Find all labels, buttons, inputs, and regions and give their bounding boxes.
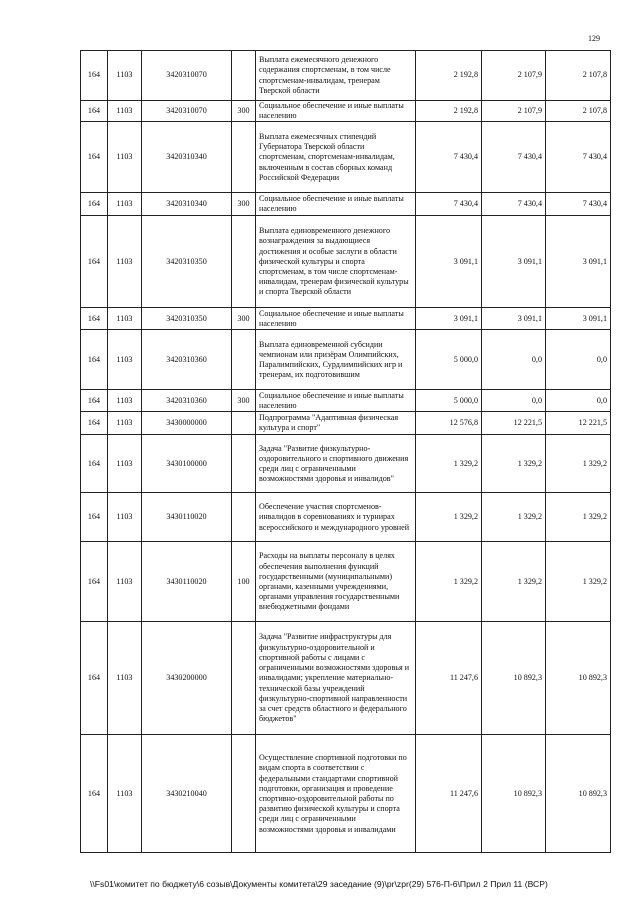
cell-department-code: 164 xyxy=(81,101,108,122)
cell-department-code: 164 xyxy=(81,216,108,308)
cell-amount-1: 7 430,4 xyxy=(416,122,482,193)
cell-amount-1: 5 000,0 xyxy=(416,330,482,390)
cell-description: Социальное обеспечение и иные выплаты населению xyxy=(256,308,416,330)
table-row xyxy=(81,542,611,622)
cell-department-code: 164 xyxy=(81,435,108,493)
cell-amount-2: 7 430,4 xyxy=(482,122,546,193)
cell-amount-1: 1 329,2 xyxy=(416,435,482,493)
table-row xyxy=(81,51,611,101)
page-number: 129 xyxy=(588,34,600,43)
cell-description: Задача "Развитие физкультурно-оздоровительного и спортивного движения среди лиц с ограниченными возможностями здоровья и инвалидов" xyxy=(256,435,416,493)
cell-amount-3: 2 107,8 xyxy=(546,51,611,101)
cell-target-article: 3420310070 xyxy=(142,101,232,122)
cell-amount-1: 1 329,2 xyxy=(416,542,482,622)
cell-amount-2: 0,0 xyxy=(482,330,546,390)
cell-section-code: 1103 xyxy=(108,101,142,122)
cell-department-code: 164 xyxy=(81,542,108,622)
table-row xyxy=(81,412,611,435)
cell-section-code: 1103 xyxy=(108,435,142,493)
table-row xyxy=(81,101,611,122)
cell-section-code: 1103 xyxy=(108,412,142,435)
table-row xyxy=(81,308,611,330)
table-row xyxy=(81,390,611,412)
cell-section-code: 1103 xyxy=(108,122,142,193)
cell-section-code: 1103 xyxy=(108,193,142,216)
cell-amount-2: 10 892,3 xyxy=(482,622,546,735)
cell-section-code: 1103 xyxy=(108,51,142,101)
cell-amount-3: 0,0 xyxy=(546,390,611,412)
cell-amount-3: 3 091,1 xyxy=(546,308,611,330)
cell-amount-3: 0,0 xyxy=(546,330,611,390)
cell-amount-2: 12 221,5 xyxy=(482,412,546,435)
cell-amount-1: 1 329,2 xyxy=(416,493,482,542)
table-row xyxy=(81,193,611,216)
file-path-footer: \\Fs01\комитет по бюджету\6 созыв\Документы комитета\29 заседание (9)\pr\zpr(29) 576-П-6\Прил 2 Прил 11 (ВСР) xyxy=(90,879,548,889)
cell-amount-1: 11 247,6 xyxy=(416,622,482,735)
cell-expense-type xyxy=(232,122,256,193)
cell-section-code: 1103 xyxy=(108,622,142,735)
cell-target-article: 3420310070 xyxy=(142,51,232,101)
cell-target-article: 3430200000 xyxy=(142,622,232,735)
cell-amount-1: 2 192,8 xyxy=(416,101,482,122)
cell-expense-type: 300 xyxy=(232,193,256,216)
table-row xyxy=(81,330,611,390)
cell-target-article: 3430110020 xyxy=(142,493,232,542)
cell-amount-3: 2 107,8 xyxy=(546,101,611,122)
cell-amount-3: 1 329,2 xyxy=(546,493,611,542)
cell-amount-3: 10 892,3 xyxy=(546,735,611,853)
cell-amount-3: 1 329,2 xyxy=(546,542,611,622)
cell-description: Социальное обеспечение и иные выплаты населению xyxy=(256,193,416,216)
cell-expense-type: 100 xyxy=(232,542,256,622)
cell-description: Выплата единовременной субсидии чемпионам или призёрам Олимпийских, Паралимпийских, Сурдлимпийских игр и тренерам, их подготовившим xyxy=(256,330,416,390)
cell-amount-2: 1 329,2 xyxy=(482,493,546,542)
table-row xyxy=(81,435,611,493)
cell-amount-2: 7 430,4 xyxy=(482,193,546,216)
cell-amount-1: 12 576,8 xyxy=(416,412,482,435)
cell-amount-3: 12 221,5 xyxy=(546,412,611,435)
cell-description: Социальное обеспечение и иные выплаты населению xyxy=(256,101,416,122)
cell-section-code: 1103 xyxy=(108,390,142,412)
cell-description: Социальное обеспечение и иные выплаты населению xyxy=(256,390,416,412)
cell-section-code: 1103 xyxy=(108,308,142,330)
cell-target-article: 3430100000 xyxy=(142,435,232,493)
cell-department-code: 164 xyxy=(81,193,108,216)
cell-description: Выплата ежемесячных стипендий Губернатора Тверской области спортсменам, спортсменам-инвалидам, включенным в состав сборных команд Российской Федерации xyxy=(256,122,416,193)
cell-expense-type xyxy=(232,493,256,542)
cell-amount-2: 1 329,2 xyxy=(482,435,546,493)
cell-amount-1: 3 091,1 xyxy=(416,216,482,308)
cell-expense-type: 300 xyxy=(232,308,256,330)
budget-table xyxy=(80,50,611,853)
cell-target-article: 3430210040 xyxy=(142,735,232,853)
cell-expense-type xyxy=(232,216,256,308)
cell-amount-3: 7 430,4 xyxy=(546,122,611,193)
cell-amount-3: 3 091,1 xyxy=(546,216,611,308)
cell-target-article: 3430000000 xyxy=(142,412,232,435)
cell-department-code: 164 xyxy=(81,330,108,390)
cell-target-article: 3420310360 xyxy=(142,390,232,412)
cell-department-code: 164 xyxy=(81,622,108,735)
cell-amount-2: 3 091,1 xyxy=(482,308,546,330)
cell-description: Подпрограмма "Адаптивная физическая культура и спорт" xyxy=(256,412,416,435)
cell-amount-2: 1 329,2 xyxy=(482,542,546,622)
cell-amount-3: 1 329,2 xyxy=(546,435,611,493)
cell-section-code: 1103 xyxy=(108,216,142,308)
cell-expense-type xyxy=(232,330,256,390)
cell-description: Расходы на выплаты персоналу в целях обеспечения выполнения функций государственными (муниципальными) органами, казенными учреждениями, органами управления государственными внебюджетными фондами xyxy=(256,542,416,622)
cell-amount-2: 3 091,1 xyxy=(482,216,546,308)
table-body xyxy=(81,51,611,853)
cell-description: Задача "Развитие инфраструктуры для физкультурно-оздоровительной и спортивной работы с лицами с ограниченными возможностями здоровья и инвалидами; укрепление материально-технической базы учреждений физкультурно-спортивной направленности за счет средств областного и федерального бюджетов" xyxy=(256,622,416,735)
cell-description: Осуществление спортивной подготовки по видам спорта в соответствии с федеральными стандартами спортивной подготовки, организация и проведение спортивно-оздоровительной работы по развитию физической культуры и спорта среди лиц с ограниченными возможностями здоровья и инвалидами xyxy=(256,735,416,853)
cell-target-article: 3430110020 xyxy=(142,542,232,622)
cell-expense-type xyxy=(232,412,256,435)
cell-target-article: 3420310360 xyxy=(142,330,232,390)
cell-department-code: 164 xyxy=(81,735,108,853)
cell-amount-2: 2 107,9 xyxy=(482,51,546,101)
cell-amount-2: 0,0 xyxy=(482,390,546,412)
cell-target-article: 3420310340 xyxy=(142,122,232,193)
cell-expense-type: 300 xyxy=(232,390,256,412)
cell-amount-1: 7 430,4 xyxy=(416,193,482,216)
table-row xyxy=(81,622,611,735)
cell-department-code: 164 xyxy=(81,412,108,435)
table-row xyxy=(81,493,611,542)
cell-description: Обеспечение участия спортсменов-инвалидов в соревнованиях и турнирах всероссийского и международного уровней xyxy=(256,493,416,542)
cell-section-code: 1103 xyxy=(108,493,142,542)
cell-department-code: 164 xyxy=(81,122,108,193)
cell-expense-type xyxy=(232,622,256,735)
cell-department-code: 164 xyxy=(81,51,108,101)
cell-target-article: 3420310340 xyxy=(142,193,232,216)
cell-amount-1: 3 091,1 xyxy=(416,308,482,330)
table-row xyxy=(81,216,611,308)
cell-target-article: 3420310350 xyxy=(142,216,232,308)
cell-amount-2: 10 892,3 xyxy=(482,735,546,853)
cell-target-article: 3420310350 xyxy=(142,308,232,330)
cell-expense-type xyxy=(232,735,256,853)
cell-expense-type: 300 xyxy=(232,101,256,122)
cell-amount-3: 7 430,4 xyxy=(546,193,611,216)
cell-section-code: 1103 xyxy=(108,542,142,622)
cell-department-code: 164 xyxy=(81,308,108,330)
cell-description: Выплата ежемесячного денежного содержания спортсменам, в том числе спортсменам-инвалидам, тренерам Тверской области xyxy=(256,51,416,101)
cell-amount-1: 5 000,0 xyxy=(416,390,482,412)
cell-section-code: 1103 xyxy=(108,735,142,853)
cell-department-code: 164 xyxy=(81,493,108,542)
cell-department-code: 164 xyxy=(81,390,108,412)
table-row xyxy=(81,122,611,193)
cell-expense-type xyxy=(232,435,256,493)
cell-amount-1: 2 192,8 xyxy=(416,51,482,101)
cell-section-code: 1103 xyxy=(108,330,142,390)
cell-expense-type xyxy=(232,51,256,101)
cell-amount-2: 2 107,9 xyxy=(482,101,546,122)
cell-description: Выплата единовременного денежного вознаграждения за выдающиеся достижения и особые заслуги в области физической культуры и спорта спортсменам, в том числе спортсменам-инвалидам, тренерам физической культуры и спорта Тверской области xyxy=(256,216,416,308)
cell-amount-1: 11 247,6 xyxy=(416,735,482,853)
table-row xyxy=(81,735,611,853)
cell-amount-3: 10 892,3 xyxy=(546,622,611,735)
